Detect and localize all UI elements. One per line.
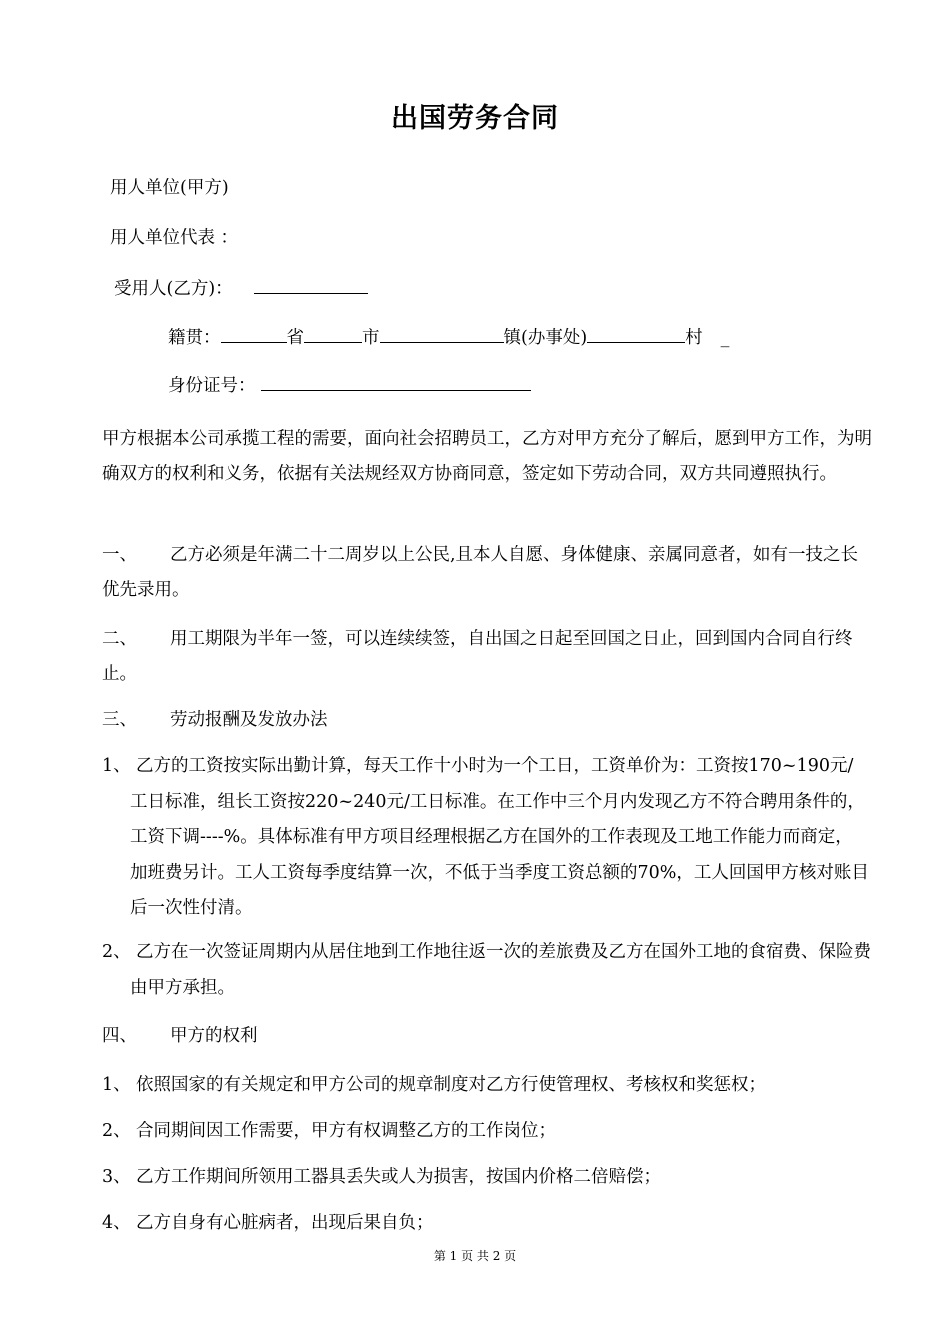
section4-num: 四、 [102, 1026, 137, 1046]
section3-item-2-text: 乙方在一次签证周期内从居住地到工作地往返一次的差旅费及乙方在国外工地的食宿费、保险费由甲方承担。 [130, 942, 871, 998]
section4-item-4-text: 乙方自身有心脏病者，出现后果自负； [136, 1213, 434, 1233]
province-blank [221, 324, 287, 343]
section4-item-1-text: 依照国家的有关规定和甲方公司的规章制度对乙方行使管理权、考核权和奖惩权； [136, 1075, 766, 1095]
section4-text: 甲方的权利 [170, 1026, 258, 1046]
clause-3-text: 劳动报酬及发放办法 [170, 710, 328, 730]
id-blank [261, 372, 531, 391]
section4-item-2 [102, 1114, 874, 1149]
section3-item-1 [102, 749, 870, 927]
section3-item-1-text: 乙方的工资按实际出勤计算，每天工作十小时为一个工日，工资单价为：工资按170~190元/工日标准，组长工资按220~240元/工日标准。在工作中三个月内发现乙方不符合聘用条件的，工资下调----%。具体标准有甲方项目经理根据乙方在国外的工作表现及工地工作能力而商定，加班费另计。工人工资每季度结算一次，不低于当季度工资总额的70%，工人回国甲方核对账目后一次性付清。 [130, 756, 869, 918]
section3-item-2-num: 2、 [102, 942, 131, 962]
section4-item-3-text: 乙方工作期间所领用工器具丢失或人为损害，按国内价格二倍赔偿； [136, 1167, 661, 1187]
clause-1-num: 一、 [102, 545, 137, 565]
village-label: 村 [685, 328, 703, 348]
employer-label: 用人单位(甲方) [110, 178, 229, 198]
section3-item-2 [102, 935, 880, 1006]
document-title: 出国劳务合同 [391, 103, 559, 134]
section4-item-2-text: 合同期间因工作需要，甲方有权调整乙方的工作岗位； [136, 1121, 556, 1141]
clause-3 [102, 703, 874, 738]
section4-item-3-num: 3、 [102, 1167, 131, 1187]
clause-1 [102, 538, 874, 608]
clause-2-text: 用工期限为半年一签，可以连续续签，自出国之日起至回国之日止，回到国内合同自行终止。 [102, 629, 853, 684]
province-label: 省 [286, 328, 304, 348]
clause-2 [102, 622, 874, 692]
native-place-label: 籍贯： [168, 328, 221, 348]
trailing-blank: _ [720, 328, 730, 348]
clause-3-num: 三、 [102, 710, 137, 730]
employee-label: 受用人(乙方)： [114, 279, 233, 299]
village-blank [587, 324, 685, 343]
section4-item-4-num: 4、 [102, 1213, 131, 1233]
employer-rep-label: 用人单位代表 ： [110, 228, 239, 248]
clause-2-num: 二、 [102, 629, 137, 649]
native-place-field [168, 324, 729, 350]
section3-item-1-num: 1、 [102, 756, 131, 776]
section4-item-3 [102, 1160, 874, 1195]
section4-heading [102, 1019, 874, 1054]
town-label: 镇(办事处) [503, 328, 588, 348]
clause-1-text: 乙方必须是年满二十二周岁以上公民,且本人自愿、身体健康、亲属同意者，如有一技之长优先录用。 [102, 545, 859, 600]
town-blank [380, 324, 504, 343]
city-label: 市 [362, 328, 380, 348]
id-label: 身份证号： [168, 376, 256, 396]
section4-item-1 [102, 1068, 874, 1103]
page-footer: 第 1 页 共 2 页 [433, 1249, 517, 1263]
id-field [168, 372, 531, 398]
employer-field [110, 176, 229, 200]
section4-item-1-num: 1、 [102, 1075, 131, 1095]
employee-blank [254, 275, 368, 294]
city-blank [304, 324, 362, 343]
intro-paragraph: 甲方根据本公司承揽工程的需要，面向社会招聘员工，乙方对甲方充分了解后，愿到甲方工作，为明确双方的权利和义务，依据有关法规经双方协商同意，签定如下劳动合同，双方共同遵照执行。 [102, 429, 872, 484]
section4-item-4 [102, 1206, 874, 1241]
employee-field [114, 275, 368, 301]
employer-rep-field [110, 226, 238, 250]
section4-item-2-num: 2、 [102, 1121, 131, 1141]
